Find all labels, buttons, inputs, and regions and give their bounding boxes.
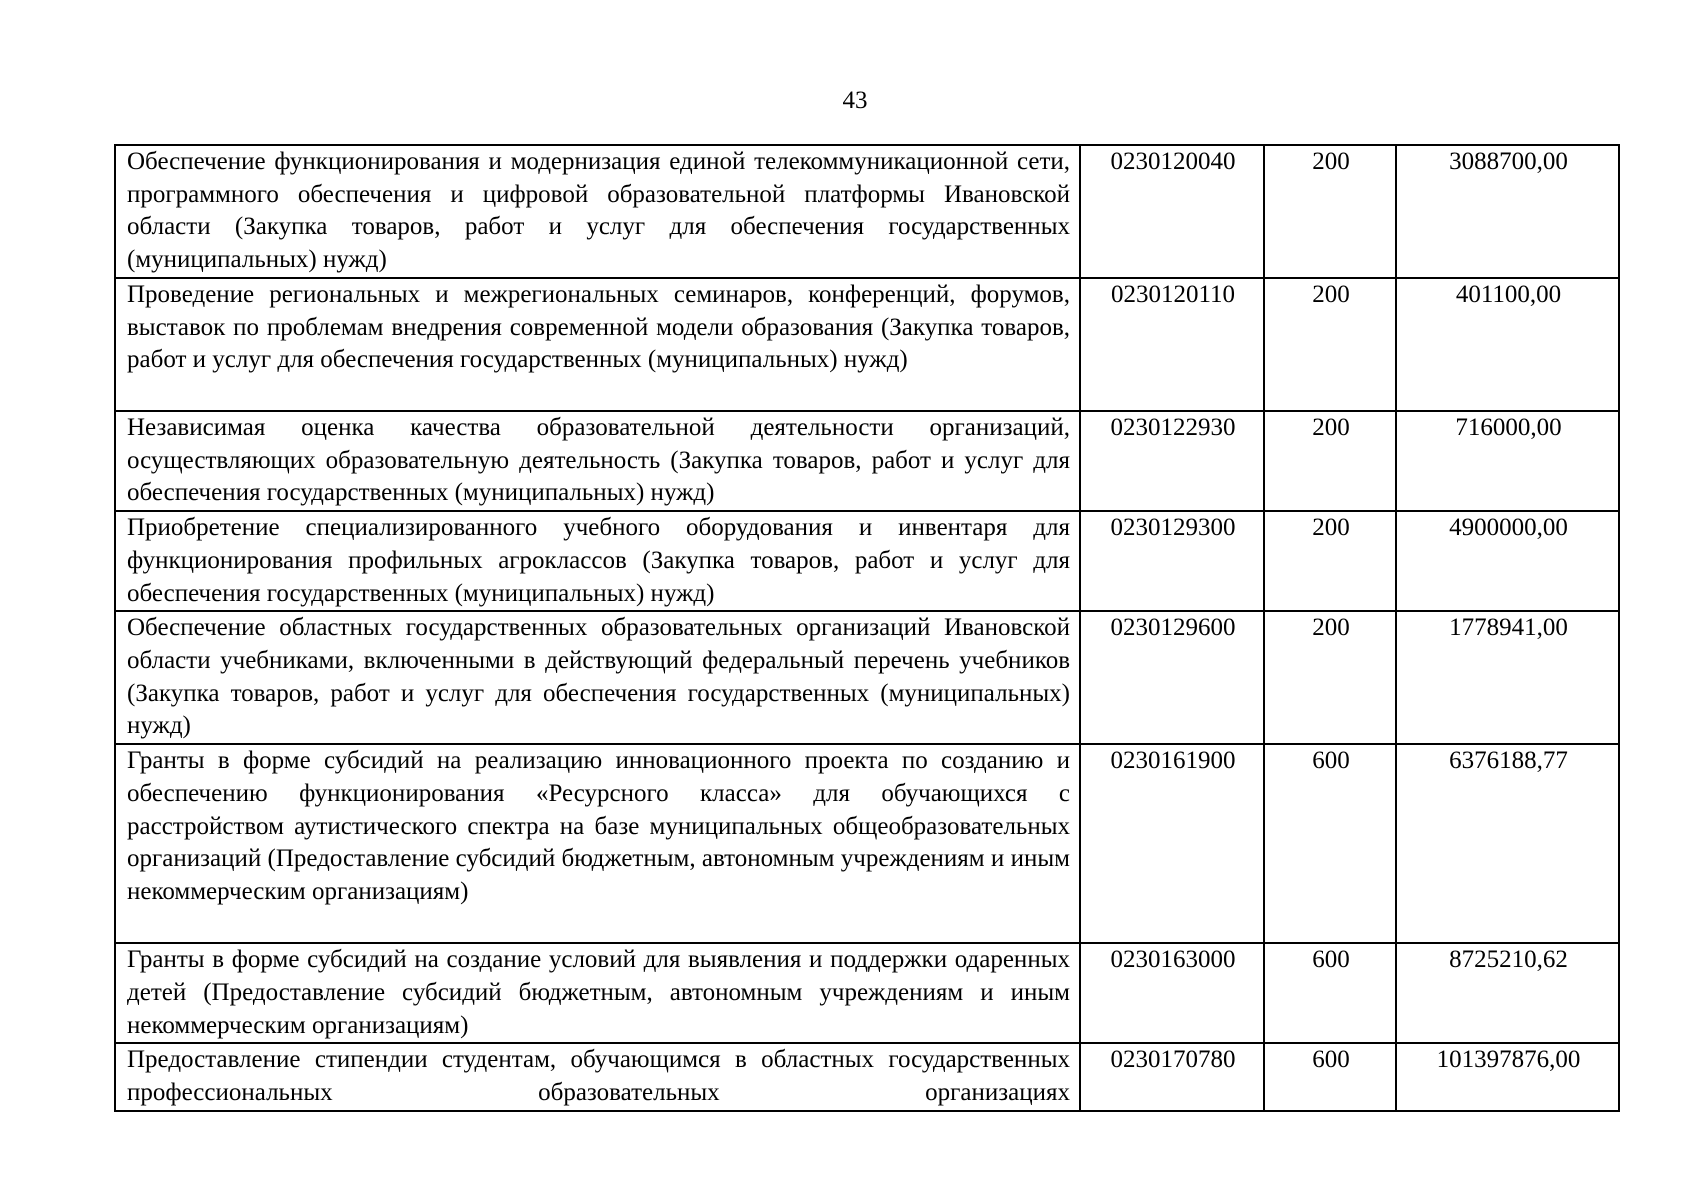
target-item-code-cell: 0230120040 (1080, 145, 1264, 278)
table-row (115, 145, 1619, 278)
budget-table-body (115, 145, 1619, 1111)
page-number: 43 (842, 87, 868, 114)
expense-type-cell: 200 (1264, 145, 1396, 278)
budget-table (114, 144, 1620, 1112)
table-row (115, 511, 1619, 611)
amount-cell: 101397876,00 (1396, 1043, 1619, 1110)
expense-name-cell: Проведение региональных и межрегиональных семинаров, конференций, форумов, выставок по проблемам внедрения современной модели образования (Закупка товаров, работ и услуг для обеспечения государственных (муниципальных) нужд) (115, 278, 1080, 411)
table-row (115, 278, 1619, 411)
amount-cell: 4900000,00 (1396, 511, 1619, 611)
target-item-code-cell: 0230161900 (1080, 744, 1264, 943)
expense-name-cell: Предоставление стипендии студентам, обучающимся в областных государственных профессиональных образовательных организациях (115, 1043, 1080, 1110)
table-row (115, 744, 1619, 943)
expense-name-cell: Гранты в форме субсидий на реализацию инновационного проекта по созданию и обеспечению функционирования «Ресурсного класса» для обучающихся с расстройством аутистического спектра на базе муниципальных общеобразовательных организаций (Предоставление субсидий бюджетным, автономным учреждениям и иным некоммерческим организациям) (115, 744, 1080, 943)
expense-type-cell: 200 (1264, 278, 1396, 411)
target-item-code-cell: 0230163000 (1080, 943, 1264, 1043)
table-row (115, 611, 1619, 744)
expense-name-cell: Гранты в форме субсидий на создание условий для выявления и поддержки одаренных детей (Предоставление субсидий бюджетным, автономным учреждениям и иным некоммерческим организациям) (115, 943, 1080, 1043)
expense-type-cell: 600 (1264, 744, 1396, 943)
target-item-code-cell: 0230170780 (1080, 1043, 1264, 1110)
table-row (115, 943, 1619, 1043)
target-item-code-cell: 0230129600 (1080, 611, 1264, 744)
target-item-code-cell: 0230122930 (1080, 411, 1264, 511)
amount-cell: 8725210,62 (1396, 943, 1619, 1043)
table-row (115, 1043, 1619, 1110)
target-item-code-cell: 0230120110 (1080, 278, 1264, 411)
expense-type-cell: 200 (1264, 411, 1396, 511)
amount-cell: 401100,00 (1396, 278, 1619, 411)
expense-type-cell: 600 (1264, 943, 1396, 1043)
expense-type-cell: 200 (1264, 611, 1396, 744)
expense-type-cell: 200 (1264, 511, 1396, 611)
amount-cell: 6376188,77 (1396, 744, 1619, 943)
table-row (115, 411, 1619, 511)
amount-cell: 716000,00 (1396, 411, 1619, 511)
amount-cell: 3088700,00 (1396, 145, 1619, 278)
expense-type-cell: 600 (1264, 1043, 1396, 1110)
expense-name-cell: Приобретение специализированного учебного оборудования и инвентаря для функционирования профильных агроклассов (Закупка товаров, работ и услуг для обеспечения государственных (муниципальных) нужд) (115, 511, 1080, 611)
amount-cell: 1778941,00 (1396, 611, 1619, 744)
target-item-code-cell: 0230129300 (1080, 511, 1264, 611)
expense-name-cell: Обеспечение областных государственных образовательных организаций Ивановской области учебниками, включенными в действующий федеральный перечень учебников (Закупка товаров, работ и услуг для обеспечения государственных (муниципальных) нужд) (115, 611, 1080, 744)
expense-name-cell: Обеспечение функционирования и модернизация единой телекоммуникационной сети, программного обеспечения и цифровой образовательной платформы Ивановской области (Закупка товаров, работ и услуг для обеспечения государственных (муниципальных) нужд) (115, 145, 1080, 278)
expense-name-cell: Независимая оценка качества образовательной деятельности организаций, осуществляющих образовательную деятельность (Закупка товаров, работ и услуг для обеспечения государственных (муниципальных) нужд) (115, 411, 1080, 511)
